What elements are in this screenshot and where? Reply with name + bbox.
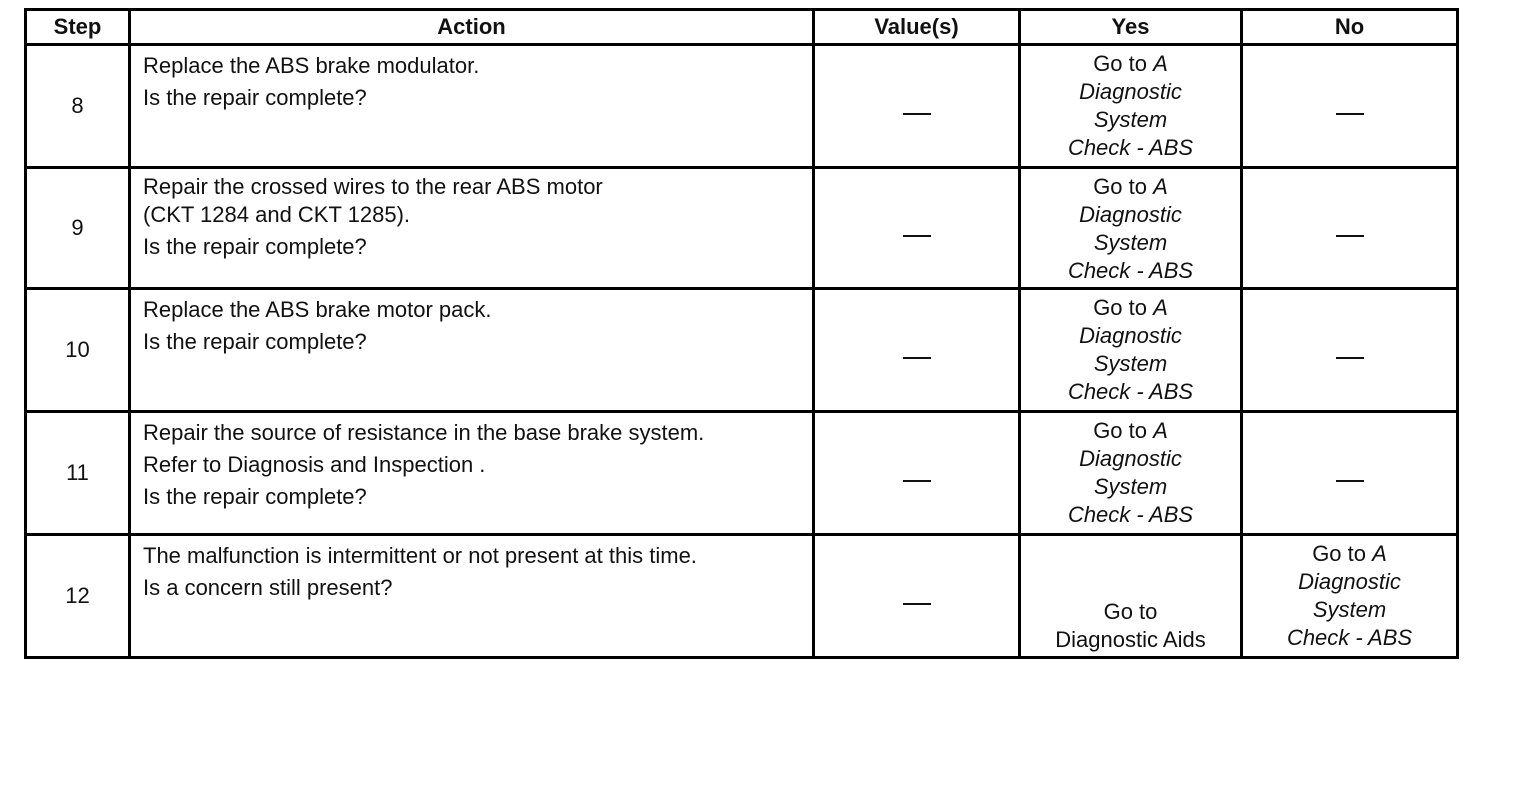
step-number: 9	[26, 168, 130, 289]
header-yes: Yes	[1020, 10, 1242, 45]
yes-link-line: Diagnostic	[1079, 202, 1182, 227]
action-text: Refer to Diagnosis and Inspection .	[143, 452, 486, 477]
yes-link-line: Check - ABS	[1067, 135, 1194, 160]
action-text: The malfunction is intermittent or not present at this time.	[143, 543, 697, 568]
yes-cell	[1020, 535, 1242, 658]
no-dash	[1336, 480, 1364, 482]
value-cell	[814, 168, 1020, 289]
action-cell	[130, 535, 814, 658]
action-question: Is the repair complete?	[143, 484, 367, 509]
no-dash	[1336, 357, 1364, 359]
yes-go-line	[1021, 294, 1240, 322]
yes-link-a: A	[1153, 174, 1168, 199]
value-dash	[903, 603, 931, 605]
table-row	[26, 168, 1458, 289]
table-row	[26, 535, 1458, 658]
no-go-text: Go to	[1312, 541, 1366, 566]
yes-link-line: Diagnostic	[1079, 79, 1182, 104]
value-cell	[814, 412, 1020, 535]
step-number: 10	[26, 289, 130, 412]
yes-go-line	[1021, 417, 1240, 445]
yes-go-line	[1021, 173, 1240, 201]
yes-link-line: System	[1093, 107, 1168, 132]
step-number: 12	[26, 535, 130, 658]
no-dash	[1336, 113, 1364, 115]
action-question: Is the repair complete?	[143, 85, 367, 110]
action-text: Replace the ABS brake modulator.	[143, 53, 480, 78]
no-cell	[1242, 535, 1458, 658]
no-link-a: A	[1372, 541, 1387, 566]
header-values: Value(s)	[814, 10, 1020, 45]
action-question: Is a concern still present?	[143, 575, 393, 600]
no-dash	[1336, 235, 1364, 237]
yes-go-text: Go to	[1093, 295, 1147, 320]
yes-link-diagnostic-aids: Diagnostic Aids	[1055, 627, 1206, 652]
yes-link-a: A	[1153, 418, 1168, 443]
value-dash	[903, 480, 931, 482]
yes-go-line	[1021, 50, 1240, 78]
no-cell	[1242, 289, 1458, 412]
yes-go-text: Go to	[1093, 51, 1147, 76]
action-question: Is the repair complete?	[143, 234, 367, 259]
no-cell	[1242, 45, 1458, 168]
yes-link-line: System	[1093, 474, 1168, 499]
header-no: No	[1242, 10, 1458, 45]
yes-cell	[1020, 45, 1242, 168]
action-cell	[130, 45, 814, 168]
yes-link-line: System	[1093, 230, 1168, 255]
diagnostic-table	[24, 8, 1459, 659]
yes-link-line: Check - ABS	[1067, 258, 1194, 283]
yes-cell	[1020, 168, 1242, 289]
yes-go-text: Go to	[1093, 174, 1147, 199]
action-cell	[130, 168, 814, 289]
no-link-line: System	[1312, 597, 1387, 622]
value-dash	[903, 235, 931, 237]
yes-link-line: Diagnostic	[1079, 323, 1182, 348]
value-cell	[814, 45, 1020, 168]
yes-link-a: A	[1153, 295, 1168, 320]
no-cell	[1242, 412, 1458, 535]
no-link-line: Check - ABS	[1286, 625, 1413, 650]
step-number: 8	[26, 45, 130, 168]
no-link-line: Diagnostic	[1298, 569, 1401, 594]
value-dash	[903, 113, 931, 115]
no-cell	[1242, 168, 1458, 289]
step-number: 11	[26, 412, 130, 535]
yes-link-line: Check - ABS	[1067, 502, 1194, 527]
value-cell	[814, 535, 1020, 658]
value-cell	[814, 289, 1020, 412]
yes-cell	[1020, 412, 1242, 535]
action-text: Replace the ABS brake motor pack.	[143, 297, 492, 322]
action-text: Repair the crossed wires to the rear ABS motor	[143, 174, 603, 199]
action-cell	[130, 289, 814, 412]
yes-go-text: Go to	[1103, 599, 1158, 624]
action-text: (CKT 1284 and CKT 1285).	[143, 202, 411, 227]
yes-cell	[1020, 289, 1242, 412]
header-row	[26, 10, 1458, 45]
no-go-line	[1243, 540, 1456, 568]
yes-link-line: Check - ABS	[1067, 379, 1194, 404]
header-step: Step	[26, 10, 130, 45]
yes-link-a: A	[1153, 51, 1168, 76]
header-action: Action	[130, 10, 814, 45]
yes-link-line: Diagnostic	[1079, 446, 1182, 471]
yes-link-line: System	[1093, 351, 1168, 376]
table-row	[26, 289, 1458, 412]
action-cell	[130, 412, 814, 535]
value-dash	[903, 357, 931, 359]
table-row	[26, 45, 1458, 168]
yes-go-text: Go to	[1093, 418, 1147, 443]
action-text: Repair the source of resistance in the base brake system.	[143, 420, 705, 445]
action-question: Is the repair complete?	[143, 329, 367, 354]
table-row	[26, 412, 1458, 535]
